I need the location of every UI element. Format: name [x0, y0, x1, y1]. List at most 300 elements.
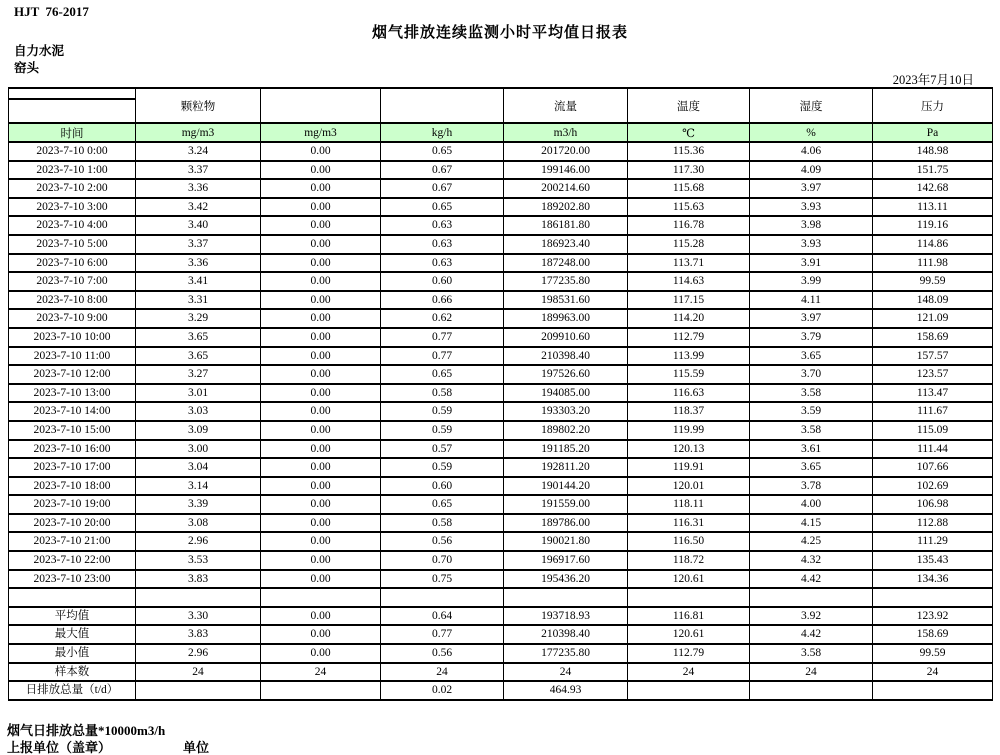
table-row: [9, 161, 993, 180]
value-cell: 120.13: [628, 440, 750, 459]
row-label-cell: 2023-7-10 6:00: [9, 254, 136, 273]
value-cell: [261, 681, 381, 700]
row-label-cell: 2023-7-10 16:00: [9, 440, 136, 459]
value-cell: 194085.00: [504, 384, 628, 403]
value-cell: 177235.80: [504, 644, 628, 663]
table-row: [9, 477, 993, 496]
value-cell: 464.93: [504, 681, 628, 700]
company-name: 自力水泥: [14, 44, 65, 58]
value-cell: 0.00: [261, 216, 381, 235]
value-cell: 123.57: [873, 365, 993, 384]
value-cell: 0.77: [381, 328, 504, 347]
value-cell: 3.00: [136, 440, 261, 459]
value-cell: 135.43: [873, 551, 993, 570]
value-cell: 3.30: [136, 607, 261, 626]
table-row: [9, 272, 993, 291]
value-cell: 3.83: [136, 625, 261, 644]
value-cell: 123.92: [873, 607, 993, 626]
value-cell: 0.00: [261, 644, 381, 663]
row-label-cell: 2023-7-10 3:00: [9, 198, 136, 217]
value-cell: 0.65: [381, 142, 504, 161]
column-header-mgm3-1: mg/m3: [136, 123, 261, 142]
value-cell: 4.15: [750, 514, 873, 533]
row-label-cell: 2023-7-10 21:00: [9, 532, 136, 551]
table-row: [9, 198, 993, 217]
value-cell: 112.79: [628, 328, 750, 347]
value-cell: 0.57: [381, 440, 504, 459]
value-cell: 190144.20: [504, 477, 628, 496]
value-cell: 0.00: [261, 625, 381, 644]
table-row: [9, 495, 993, 514]
value-cell: 0.00: [261, 291, 381, 310]
row-label-cell: 2023-7-10 5:00: [9, 235, 136, 254]
value-cell: 0.63: [381, 216, 504, 235]
value-cell: 3.39: [136, 495, 261, 514]
value-cell: 193718.93: [504, 607, 628, 626]
value-cell: 195436.20: [504, 570, 628, 589]
table-row: [9, 254, 993, 273]
value-cell: 0.00: [261, 309, 381, 328]
value-cell: 0.00: [261, 440, 381, 459]
value-cell: 3.65: [750, 458, 873, 477]
value-cell: 4.06: [750, 142, 873, 161]
value-cell: 0.56: [381, 644, 504, 663]
value-cell: 3.93: [750, 198, 873, 217]
table-row: [9, 328, 993, 347]
value-cell: 4.11: [750, 291, 873, 310]
value-cell: 3.41: [136, 272, 261, 291]
value-cell: 115.28: [628, 235, 750, 254]
value-cell: 209910.60: [504, 328, 628, 347]
value-cell: 117.15: [628, 291, 750, 310]
row-label-cell: 2023-7-10 4:00: [9, 216, 136, 235]
value-cell: 99.59: [873, 644, 993, 663]
value-cell: 210398.40: [504, 347, 628, 366]
value-cell: 0.02: [381, 681, 504, 700]
value-cell: 0.00: [261, 551, 381, 570]
value-cell: 0.00: [261, 607, 381, 626]
table-row: [9, 142, 993, 161]
group-header-temperature: 温度: [628, 88, 750, 123]
value-cell: 0.00: [261, 495, 381, 514]
value-cell: 201720.00: [504, 142, 628, 161]
value-cell: 0.65: [381, 365, 504, 384]
column-header-pa: Pa: [873, 123, 993, 142]
value-cell: 3.24: [136, 142, 261, 161]
value-cell: 114.63: [628, 272, 750, 291]
column-header-mgm3-2: mg/m3: [261, 123, 381, 142]
value-cell: 3.79: [750, 328, 873, 347]
row-label-cell: 平均值: [9, 607, 136, 626]
value-cell: 120.01: [628, 477, 750, 496]
value-cell: 189963.00: [504, 309, 628, 328]
value-cell: 0.67: [381, 161, 504, 180]
row-label-cell: 最小值: [9, 644, 136, 663]
value-cell: [504, 588, 628, 607]
value-cell: 114.20: [628, 309, 750, 328]
value-cell: 24: [136, 663, 261, 682]
report-table: [8, 87, 993, 701]
value-cell: 3.36: [136, 254, 261, 273]
value-cell: 3.98: [750, 216, 873, 235]
value-cell: 0.00: [261, 328, 381, 347]
value-cell: 3.01: [136, 384, 261, 403]
value-cell: 0.00: [261, 198, 381, 217]
value-cell: 0.63: [381, 254, 504, 273]
value-cell: 3.37: [136, 235, 261, 254]
value-cell: 0.59: [381, 421, 504, 440]
group-header-particulate: 颗粒物: [136, 88, 261, 123]
row-label-cell: 2023-7-10 19:00: [9, 495, 136, 514]
row-label-cell: 2023-7-10 11:00: [9, 347, 136, 366]
value-cell: 121.09: [873, 309, 993, 328]
value-cell: 0.70: [381, 551, 504, 570]
table-row: [9, 570, 993, 589]
value-cell: 0.77: [381, 625, 504, 644]
value-cell: 0.00: [261, 142, 381, 161]
value-cell: 4.09: [750, 161, 873, 180]
value-cell: 3.65: [136, 347, 261, 366]
row-label-cell: 2023-7-10 7:00: [9, 272, 136, 291]
value-cell: 192811.20: [504, 458, 628, 477]
column-header-percent: %: [750, 123, 873, 142]
value-cell: 3.36: [136, 179, 261, 198]
table-row: [9, 347, 993, 366]
value-cell: 3.92: [750, 607, 873, 626]
row-label-cell: 2023-7-10 18:00: [9, 477, 136, 496]
value-cell: 113.47: [873, 384, 993, 403]
value-cell: 120.61: [628, 570, 750, 589]
value-cell: 111.29: [873, 532, 993, 551]
report-date: 2023年7月10日: [892, 73, 974, 87]
value-cell: 177235.80: [504, 272, 628, 291]
value-cell: 148.98: [873, 142, 993, 161]
row-label-cell: 2023-7-10 12:00: [9, 365, 136, 384]
table-row: [9, 440, 993, 459]
value-cell: 186181.80: [504, 216, 628, 235]
value-cell: 0.00: [261, 254, 381, 273]
header-spacer-top-cell: [9, 88, 136, 99]
value-cell: 3.93: [750, 235, 873, 254]
value-cell: 191559.00: [504, 495, 628, 514]
value-cell: [136, 681, 261, 700]
value-cell: [873, 681, 993, 700]
value-cell: 197526.60: [504, 365, 628, 384]
value-cell: 0.60: [381, 477, 504, 496]
column-header-time: 时间: [9, 123, 136, 142]
value-cell: 0.65: [381, 495, 504, 514]
value-cell: 0.66: [381, 291, 504, 310]
station-name: 窑头: [14, 61, 40, 75]
value-cell: 112.88: [873, 514, 993, 533]
table-row: [9, 458, 993, 477]
row-label-cell: 日排放总量（t/d）: [9, 681, 136, 700]
value-cell: 99.59: [873, 272, 993, 291]
value-cell: 0.77: [381, 347, 504, 366]
row-label-cell: 2023-7-10 23:00: [9, 570, 136, 589]
value-cell: 0.00: [261, 458, 381, 477]
value-cell: 199146.00: [504, 161, 628, 180]
value-cell: [750, 681, 873, 700]
value-cell: 0.00: [261, 421, 381, 440]
value-cell: 3.04: [136, 458, 261, 477]
value-cell: 0.00: [261, 272, 381, 291]
value-cell: 115.68: [628, 179, 750, 198]
row-label-cell: 2023-7-10 10:00: [9, 328, 136, 347]
value-cell: 24: [504, 663, 628, 682]
value-cell: 0.56: [381, 532, 504, 551]
row-label-cell: 2023-7-10 9:00: [9, 309, 136, 328]
table-row: [9, 365, 993, 384]
value-cell: 0.00: [261, 384, 381, 403]
value-cell: 3.42: [136, 198, 261, 217]
header-spacer-bottom-cell: [9, 99, 136, 123]
unit-header-row: [9, 123, 993, 142]
value-cell: 120.61: [628, 625, 750, 644]
value-cell: 111.67: [873, 402, 993, 421]
value-cell: 187248.00: [504, 254, 628, 273]
table-row: [9, 514, 993, 533]
value-cell: 3.31: [136, 291, 261, 310]
table-row: [9, 216, 993, 235]
report-unit-label: 上报单位（盖章）: [7, 740, 112, 755]
value-cell: 4.25: [750, 532, 873, 551]
value-cell: 151.75: [873, 161, 993, 180]
value-cell: 196917.60: [504, 551, 628, 570]
value-cell: 189802.20: [504, 421, 628, 440]
table-row: [9, 644, 993, 663]
column-header-kgh: kg/h: [381, 123, 504, 142]
value-cell: 191185.20: [504, 440, 628, 459]
value-cell: 3.27: [136, 365, 261, 384]
value-cell: 0.59: [381, 458, 504, 477]
value-cell: 115.09: [873, 421, 993, 440]
table-row: [9, 588, 993, 607]
value-cell: [750, 588, 873, 607]
value-cell: 0.00: [261, 179, 381, 198]
table-row: [9, 384, 993, 403]
table-row: [9, 532, 993, 551]
value-cell: 0.62: [381, 309, 504, 328]
table-row: [9, 421, 993, 440]
value-cell: 116.31: [628, 514, 750, 533]
value-cell: 119.91: [628, 458, 750, 477]
value-cell: 0.00: [261, 365, 381, 384]
value-cell: 115.63: [628, 198, 750, 217]
value-cell: 0.00: [261, 477, 381, 496]
value-cell: 112.79: [628, 644, 750, 663]
row-label-cell: 2023-7-10 17:00: [9, 458, 136, 477]
value-cell: 111.98: [873, 254, 993, 273]
value-cell: 3.65: [750, 347, 873, 366]
value-cell: 0.00: [261, 161, 381, 180]
value-cell: 0.75: [381, 570, 504, 589]
value-cell: 119.16: [873, 216, 993, 235]
value-cell: 0.59: [381, 402, 504, 421]
value-cell: 158.69: [873, 625, 993, 644]
value-cell: 2.96: [136, 644, 261, 663]
value-cell: 4.42: [750, 570, 873, 589]
value-cell: 3.14: [136, 477, 261, 496]
value-cell: 3.61: [750, 440, 873, 459]
value-cell: 3.78: [750, 477, 873, 496]
table-row: [9, 309, 993, 328]
value-cell: 3.58: [750, 644, 873, 663]
row-label-cell: 2023-7-10 0:00: [9, 142, 136, 161]
value-cell: 134.36: [873, 570, 993, 589]
row-label-cell: 2023-7-10 1:00: [9, 161, 136, 180]
group-header-humidity: 湿度: [750, 88, 873, 123]
table-row: [9, 235, 993, 254]
doc-code: HJT 76-2017: [14, 4, 89, 19]
value-cell: 4.42: [750, 625, 873, 644]
row-label-cell: 2023-7-10 22:00: [9, 551, 136, 570]
page-title: 烟气排放连续监测小时平均值日报表: [371, 25, 628, 41]
value-cell: 3.97: [750, 179, 873, 198]
value-cell: 113.71: [628, 254, 750, 273]
value-cell: 2.96: [136, 532, 261, 551]
value-cell: 0.65: [381, 198, 504, 217]
value-cell: 3.08: [136, 514, 261, 533]
value-cell: 0.60: [381, 272, 504, 291]
value-cell: 116.81: [628, 607, 750, 626]
table-row: [9, 607, 993, 626]
group-header-empty-1: [261, 88, 381, 123]
table-row: [9, 681, 993, 700]
value-cell: [261, 588, 381, 607]
row-label-cell: 最大值: [9, 625, 136, 644]
footer-line: [7, 737, 607, 755]
value-cell: 3.59: [750, 402, 873, 421]
value-cell: 148.09: [873, 291, 993, 310]
value-cell: 3.65: [136, 328, 261, 347]
value-cell: 106.98: [873, 495, 993, 514]
value-cell: 186923.40: [504, 235, 628, 254]
value-cell: 158.69: [873, 328, 993, 347]
value-cell: 24: [750, 663, 873, 682]
value-cell: 24: [261, 663, 381, 682]
row-label-cell: 2023-7-10 14:00: [9, 402, 136, 421]
value-cell: 198531.60: [504, 291, 628, 310]
value-cell: 0.67: [381, 179, 504, 198]
column-header-celsius: ℃: [628, 123, 750, 142]
value-cell: 0.00: [261, 347, 381, 366]
value-cell: 0.64: [381, 607, 504, 626]
value-cell: 4.32: [750, 551, 873, 570]
value-cell: 3.40: [136, 216, 261, 235]
header-row-top: [9, 88, 993, 99]
value-cell: 3.70: [750, 365, 873, 384]
value-cell: 3.91: [750, 254, 873, 273]
table-row: [9, 402, 993, 421]
row-label-cell: 样本数: [9, 663, 136, 682]
value-cell: 3.83: [136, 570, 261, 589]
value-cell: 116.78: [628, 216, 750, 235]
value-cell: 200214.60: [504, 179, 628, 198]
value-cell: 3.53: [136, 551, 261, 570]
value-cell: 111.44: [873, 440, 993, 459]
value-cell: 115.36: [628, 142, 750, 161]
value-cell: 0.00: [261, 235, 381, 254]
value-cell: 3.03: [136, 402, 261, 421]
table-row: [9, 179, 993, 198]
group-header-empty-2: [381, 88, 504, 123]
row-label-cell: 2023-7-10 13:00: [9, 384, 136, 403]
value-cell: 116.50: [628, 532, 750, 551]
value-cell: 118.72: [628, 551, 750, 570]
value-cell: 116.63: [628, 384, 750, 403]
value-cell: 0.00: [261, 402, 381, 421]
table-row: [9, 625, 993, 644]
row-label-cell: 2023-7-10 2:00: [9, 179, 136, 198]
value-cell: 3.37: [136, 161, 261, 180]
total-emission-note: 烟气日排放总量*10000m3/h: [7, 723, 166, 738]
value-cell: 114.86: [873, 235, 993, 254]
value-cell: 0.00: [261, 532, 381, 551]
row-label-cell: [9, 588, 136, 607]
table-row: [9, 291, 993, 310]
value-cell: [381, 588, 504, 607]
value-cell: 117.30: [628, 161, 750, 180]
value-cell: 24: [381, 663, 504, 682]
group-header-flow: 流量: [504, 88, 628, 123]
value-cell: 113.99: [628, 347, 750, 366]
value-cell: 0.58: [381, 514, 504, 533]
value-cell: [873, 588, 993, 607]
value-cell: 107.66: [873, 458, 993, 477]
value-cell: 142.68: [873, 179, 993, 198]
value-cell: 115.59: [628, 365, 750, 384]
value-cell: 190021.80: [504, 532, 628, 551]
unit-label: 单位: [183, 740, 210, 755]
value-cell: [628, 681, 750, 700]
value-cell: 0.00: [261, 514, 381, 533]
value-cell: 118.11: [628, 495, 750, 514]
value-cell: 24: [873, 663, 993, 682]
column-header-m3h: m3/h: [504, 123, 628, 142]
value-cell: 3.97: [750, 309, 873, 328]
table-row: [9, 663, 993, 682]
table-body: [9, 142, 993, 700]
value-cell: [136, 588, 261, 607]
value-cell: 102.69: [873, 477, 993, 496]
value-cell: 113.11: [873, 198, 993, 217]
value-cell: 118.37: [628, 402, 750, 421]
value-cell: [628, 588, 750, 607]
row-label-cell: 2023-7-10 15:00: [9, 421, 136, 440]
value-cell: 210398.40: [504, 625, 628, 644]
value-cell: 3.58: [750, 384, 873, 403]
value-cell: 3.09: [136, 421, 261, 440]
row-label-cell: 2023-7-10 8:00: [9, 291, 136, 310]
value-cell: 24: [628, 663, 750, 682]
value-cell: 189786.00: [504, 514, 628, 533]
group-header-pressure: 压力: [873, 88, 993, 123]
value-cell: 0.00: [261, 570, 381, 589]
value-cell: 119.99: [628, 421, 750, 440]
value-cell: 189202.80: [504, 198, 628, 217]
value-cell: 3.58: [750, 421, 873, 440]
value-cell: 0.58: [381, 384, 504, 403]
row-label-cell: 2023-7-10 20:00: [9, 514, 136, 533]
value-cell: 4.00: [750, 495, 873, 514]
value-cell: 3.29: [136, 309, 261, 328]
value-cell: 3.99: [750, 272, 873, 291]
value-cell: 157.57: [873, 347, 993, 366]
table-row: [9, 551, 993, 570]
value-cell: 0.63: [381, 235, 504, 254]
value-cell: 193303.20: [504, 402, 628, 421]
